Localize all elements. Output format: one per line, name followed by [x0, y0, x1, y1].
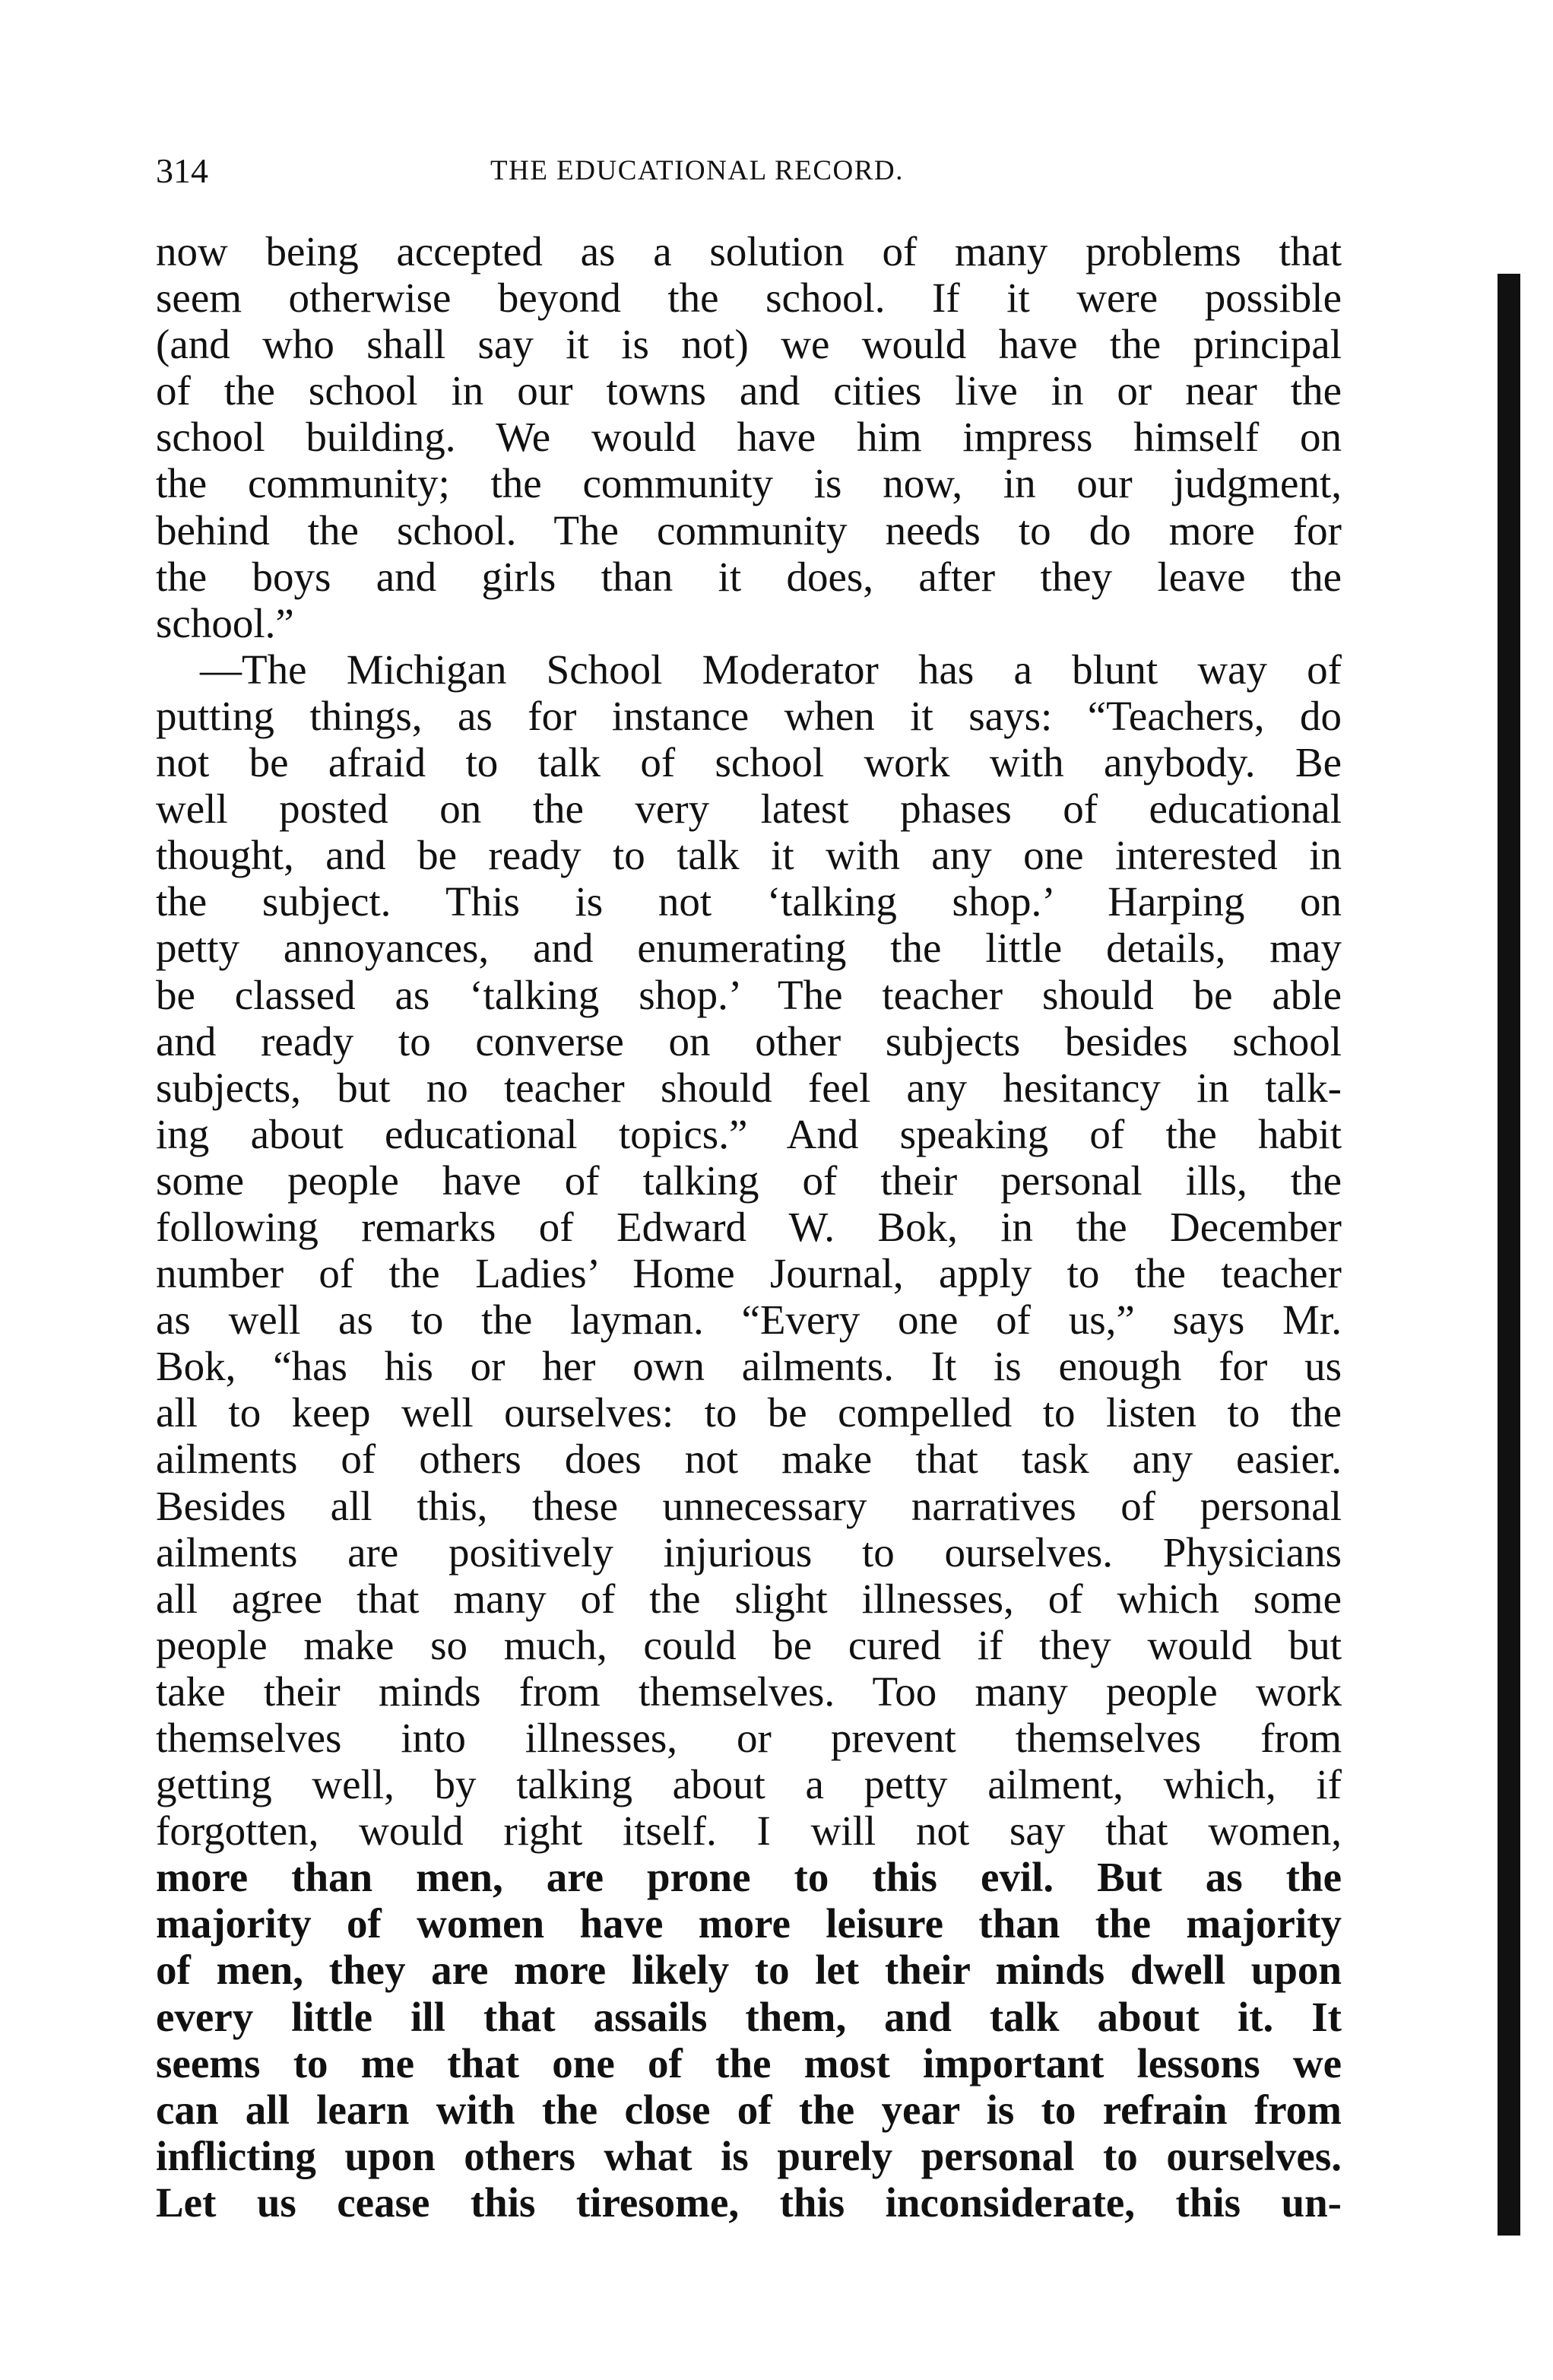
- text-line: now being accepted as a solution of many problems that: [156, 228, 1342, 274]
- text-line: thought, and be ready to talk it with any one interested in: [156, 832, 1342, 879]
- text-line: subjects, but no teacher should feel any hesitancy in talk-: [156, 1064, 1342, 1111]
- text-line: school building. We would have him impress himself on: [156, 414, 1342, 461]
- text-line: every little ill that assails them, and talk about it. It: [156, 1993, 1342, 2040]
- text-line: can all learn with the close of the year is to refrain from: [156, 2086, 1342, 2133]
- text-line: the boys and girls than it does, after they leave the: [156, 553, 1342, 600]
- text-line: be classed as ‘talking shop.’ The teacher should be able: [156, 971, 1342, 1018]
- text-line: some people have of talking of their personal ills, the: [156, 1157, 1342, 1204]
- text-line: school.”: [156, 599, 294, 646]
- text-line: well posted on the very latest phases of educational: [156, 785, 1342, 833]
- text-line: Bok, “has his or her own ailments. It is enough for us: [156, 1343, 1342, 1390]
- text-line: of the school in our towns and cities live in or near the: [156, 367, 1342, 414]
- text-line: ailments are positively injurious to ourselves. Physicians: [156, 1528, 1342, 1576]
- body-text: [156, 228, 1342, 2226]
- text-line: majority of women have more leisure than the majority: [156, 1900, 1342, 1947]
- text-line: number of the Ladies’ Home Journal, apply to the teacher: [156, 1250, 1342, 1297]
- text-line: not be afraid to talk of school work with anybody. Be: [156, 739, 1342, 786]
- text-line: forgotten, would right itself. I will not say that women,: [156, 1807, 1342, 1855]
- text-line: Let us cease this tiresome, this inconsiderate, this un-: [156, 2178, 1342, 2226]
- text-line: people make so much, could be cured if they would but: [156, 1621, 1342, 1668]
- text-line: behind the school. The community needs to do more for: [156, 506, 1342, 554]
- text-line: themselves into illnesses, or prevent themselves from: [156, 1715, 1342, 1761]
- text-line: take their minds from themselves. Too many people work: [156, 1668, 1342, 1715]
- text-line: of men, they are more likely to let their minds dwell upon: [156, 1947, 1342, 1994]
- text-line: petty annoyances, and enumerating the little details, may: [156, 925, 1342, 972]
- text-line: Besides all this, these unnecessary narratives of personal: [156, 1482, 1342, 1529]
- text-line: inflicting upon others what is purely personal to ourselves.: [156, 2132, 1342, 2179]
- text-line: as well as to the layman. “Every one of us,” says Mr.: [156, 1296, 1342, 1344]
- text-line: seem otherwise beyond the school. If it were possible: [156, 274, 1342, 322]
- text-line: all to keep well ourselves: to be compelled to listen to the: [156, 1389, 1342, 1436]
- text-line: ailments of others does not make that task any easier.: [156, 1436, 1342, 1483]
- text-line: seems to me that one of the most important lessons we: [156, 2039, 1342, 2086]
- text-line: —The Michigan School Moderator has a blunt way of: [200, 646, 1342, 693]
- text-line: ing about educational topics.” And speaking of the habit: [156, 1110, 1342, 1157]
- running-head: THE EDUCATIONAL RECORD.: [490, 155, 904, 186]
- text-line: more than men, are prone to this evil. But as the: [156, 1854, 1342, 1901]
- text-line: the community; the community is now, in our judgment,: [156, 460, 1342, 507]
- text-line: and ready to converse on other subjects besides school: [156, 1017, 1342, 1065]
- page-header: [156, 148, 1353, 194]
- page-edge-shadow: [1498, 274, 1520, 2236]
- page-number: 314: [156, 151, 208, 190]
- text-line: all agree that many of the slight illnesses, of which some: [156, 1575, 1342, 1622]
- text-line: following remarks of Edward W. Bok, in the December: [156, 1203, 1342, 1250]
- text-line: putting things, as for instance when it says: “Teachers, do: [156, 692, 1342, 739]
- text-line: (and who shall say it is not) we would have the principal: [156, 321, 1342, 368]
- text-line: getting well, by talking about a petty ailment, which, if: [156, 1761, 1342, 1808]
- text-line: the subject. This is not ‘talking shop.’ Harping on: [156, 878, 1342, 925]
